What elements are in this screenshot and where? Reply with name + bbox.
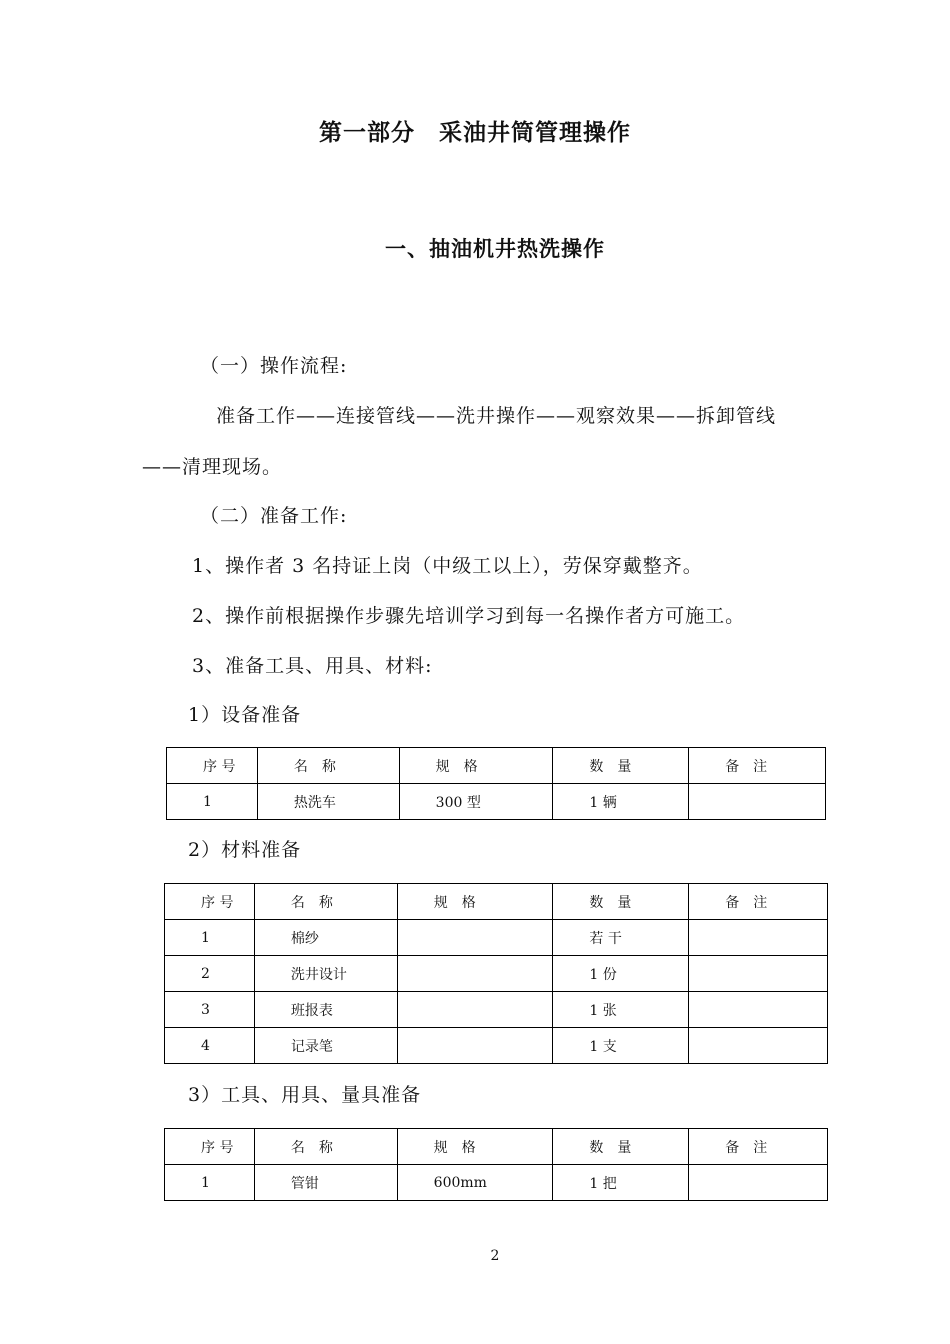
table-row — [165, 920, 828, 956]
equipment-table — [166, 747, 826, 820]
table-header-row — [167, 748, 826, 784]
table-cell: 1 张 — [553, 992, 689, 1028]
part-title: 第一部分 采油井筒管理操作 — [319, 120, 631, 146]
table-cell: 3 — [165, 992, 255, 1028]
table-cell — [689, 1028, 828, 1064]
table-cell: 1 — [165, 1165, 255, 1201]
header-cell: 规 格 — [397, 884, 553, 920]
header-cell: 数 量 — [553, 884, 689, 920]
table-cell: 班报表 — [254, 992, 397, 1028]
materials-table — [164, 883, 828, 1064]
section-title: 一、抽油机井热洗操作 — [385, 237, 605, 261]
header-cell: 规 格 — [399, 748, 553, 784]
table-cell — [689, 992, 828, 1028]
table-row — [165, 1165, 828, 1201]
equipment-heading: 1）设备准备 — [188, 704, 302, 726]
header-cell: 名 称 — [254, 1129, 397, 1165]
prep-item-1: 1、操作者 3 名持证上岗（中级工以上），劳保穿戴整齐。 — [192, 555, 703, 577]
process-heading: （一）操作流程: — [200, 355, 348, 377]
table-cell: 热洗车 — [257, 784, 399, 820]
table-cell: 棉纱 — [254, 920, 397, 956]
header-cell: 序 号 — [165, 1129, 255, 1165]
table-cell: 1 支 — [553, 1028, 689, 1064]
table-row — [165, 956, 828, 992]
table-row — [165, 1028, 828, 1064]
process-line-2: ——清理现场。 — [142, 456, 283, 478]
table-cell: 1 — [167, 784, 258, 820]
table-row — [165, 992, 828, 1028]
table-cell: 1 辆 — [553, 784, 689, 820]
prep-item-3: 3、准备工具、用具、材料: — [192, 655, 433, 677]
table-cell: 若 干 — [553, 920, 689, 956]
header-cell: 序 号 — [167, 748, 258, 784]
header-cell: 数 量 — [553, 1129, 689, 1165]
table-cell: 1 份 — [553, 956, 689, 992]
header-cell: 备 注 — [689, 884, 828, 920]
table-cell: 4 — [165, 1028, 255, 1064]
table-cell: 管钳 — [254, 1165, 397, 1201]
table-cell: 300 型 — [399, 784, 553, 820]
table-cell: 2 — [165, 956, 255, 992]
table-header-row — [165, 1129, 828, 1165]
table-cell: 600mm — [397, 1165, 553, 1201]
table-cell — [689, 920, 828, 956]
header-cell: 数 量 — [553, 748, 689, 784]
table-cell: 洗井设计 — [254, 956, 397, 992]
table-cell — [397, 920, 553, 956]
table-cell — [689, 784, 826, 820]
header-cell: 备 注 — [689, 1129, 828, 1165]
tools-heading: 3）工具、用具、量具准备 — [188, 1084, 422, 1106]
tools-table — [164, 1128, 828, 1201]
table-cell: 1 — [165, 920, 255, 956]
table-cell — [397, 1028, 553, 1064]
table-cell — [689, 1165, 828, 1201]
header-cell: 规 格 — [397, 1129, 553, 1165]
table-cell — [397, 992, 553, 1028]
header-cell: 名 称 — [254, 884, 397, 920]
table-cell: 记录笔 — [254, 1028, 397, 1064]
prep-item-2: 2、操作前根据操作步骤先培训学习到每一名操作者方可施工。 — [192, 605, 746, 627]
table-cell: 1 把 — [553, 1165, 689, 1201]
page-number: 2 — [490, 1248, 500, 1264]
table-row — [167, 784, 826, 820]
table-cell — [689, 956, 828, 992]
prep-heading: （二）准备工作: — [200, 505, 348, 527]
materials-heading: 2）材料准备 — [188, 839, 302, 861]
table-header-row — [165, 884, 828, 920]
header-cell: 序 号 — [165, 884, 255, 920]
header-cell: 名 称 — [257, 748, 399, 784]
process-line-1: 准备工作——连接管线——洗井操作——观察效果——拆卸管线 — [216, 405, 777, 427]
header-cell: 备 注 — [689, 748, 826, 784]
table-cell — [397, 956, 553, 992]
